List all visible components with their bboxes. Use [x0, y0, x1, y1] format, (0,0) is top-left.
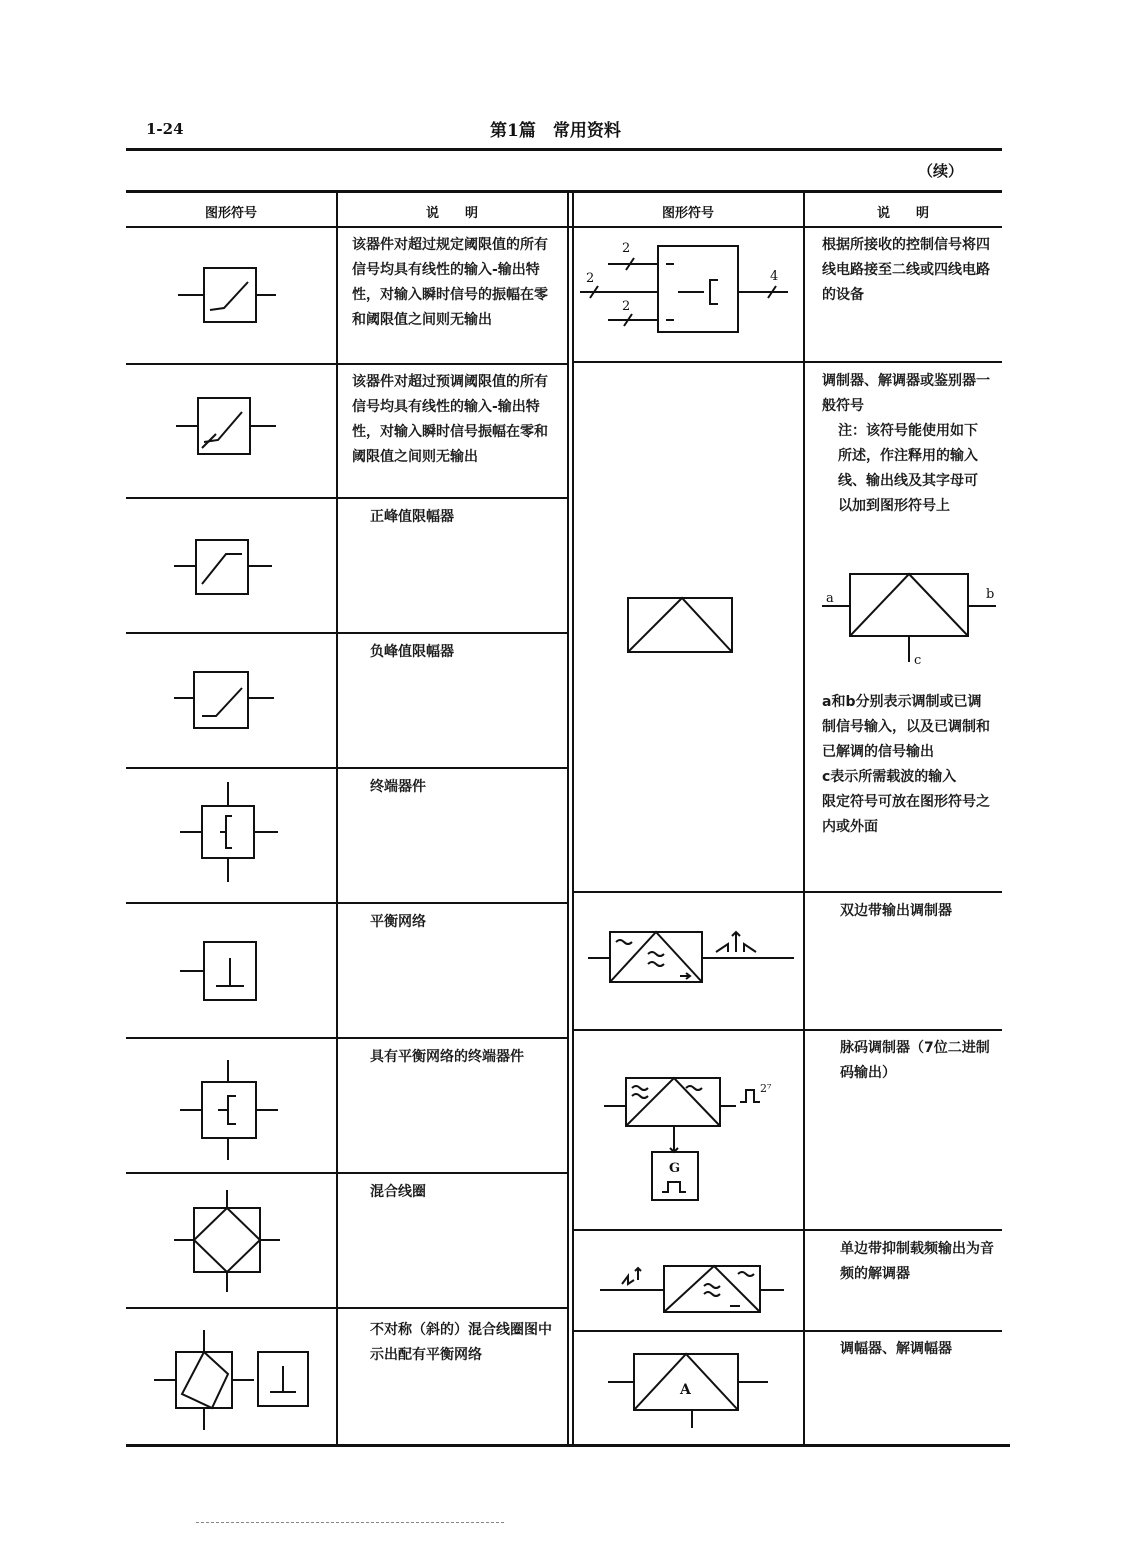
page-number: 1-24 — [146, 120, 184, 138]
right-row-sep — [574, 361, 1002, 363]
port-b-label: b — [986, 587, 995, 602]
row-desc-after: a和b分别表示调制或已调制信号输入，以及已调制和已解调的信号输出 c表示所需载波的输入 限定符号可放在图形符号之内或外面 — [822, 694, 990, 835]
right-row-sep — [574, 1330, 1002, 1332]
hybrid-coil-symbol — [172, 1188, 282, 1294]
pcm-modulator-symbol — [602, 1072, 792, 1204]
asymmetric-hybrid-coil-symbol — [150, 1328, 320, 1432]
label-4-out: 4 — [770, 269, 779, 284]
row-desc: 负峰值限幅器 — [370, 644, 454, 660]
row-desc: 混合线圈 — [370, 1184, 426, 1200]
row-desc-intro: 调制器、解调器或鉴别器一般符号 — [822, 373, 990, 414]
col-divider-3 — [572, 192, 574, 1444]
generator-label: G — [669, 1161, 681, 1176]
left-row-sep — [126, 902, 567, 904]
am-modulator-symbol — [604, 1348, 774, 1430]
table-header-rule — [126, 226, 1002, 228]
row-desc: 该器件对超过规定阈限值的所有信号均具有线性的输入-输出特性，对输入瞬时信号的振幅在零和阈限值之间则无输出 — [352, 237, 548, 328]
row-desc: 正峰值限幅器 — [370, 509, 454, 525]
bits-label: 2⁷ — [760, 1082, 772, 1095]
header-desc-right: 说 明 — [876, 206, 929, 221]
row-desc: 终端器件 — [370, 779, 426, 795]
label-2-bottom: 2 — [622, 299, 631, 314]
table-top-rule — [126, 190, 1002, 193]
modulator-general-symbol — [626, 596, 736, 654]
terminating-device-symbol — [176, 780, 280, 884]
header-symbol-left: 图形符号 — [204, 206, 257, 221]
modulator-ports-example — [818, 572, 1002, 672]
row-desc: 具有平衡网络的终端器件 — [370, 1049, 524, 1065]
left-row-sep — [126, 1172, 567, 1174]
label-2-left: 2 — [586, 271, 595, 286]
footer-rule — [196, 1522, 504, 1523]
running-title: 第1篇 常用资料 — [490, 121, 621, 141]
left-row-sep — [126, 1307, 567, 1309]
ssb-demodulator-symbol — [598, 1260, 788, 1316]
left-row-sep — [126, 363, 567, 365]
col-divider-4 — [803, 192, 805, 1444]
row-note: 注：该符号能使用如下所述，作注释用的输入线、输出线及其字母可以加到图形符号上 — [838, 423, 978, 514]
threshold-device-symbol — [170, 260, 280, 330]
port-a-label: a — [826, 591, 834, 606]
terminating-with-balancing-network-symbol — [176, 1058, 280, 1162]
header-rule — [126, 148, 1002, 151]
port-c-label: c — [914, 653, 922, 668]
left-row-sep — [126, 497, 567, 499]
preset-threshold-device-symbol — [170, 390, 280, 465]
left-row-sep — [126, 1037, 567, 1039]
col-divider-2 — [567, 192, 569, 1444]
row-desc: 双边带输出调制器 — [840, 903, 952, 919]
right-row-sep — [574, 1029, 1002, 1031]
table-bottom-rule — [126, 1444, 1010, 1447]
positive-peak-limiter-symbol — [170, 534, 280, 604]
amplitude-label: A — [680, 1382, 691, 1398]
row-desc: 调幅器、解调幅器 — [840, 1341, 952, 1357]
col-divider-1 — [336, 192, 338, 1444]
row-desc: 脉码调制器（7位二进制码输出） — [840, 1040, 990, 1081]
line-switching-device-symbol — [578, 236, 792, 340]
row-desc: 该器件对超过预调阈限值的所有信号均具有线性的输入-输出特性，对输入瞬时信号振幅在零和阈限值之间则无输出 — [352, 374, 548, 465]
row-desc: 不对称（斜的）混合线圈图中示出配有平衡网络 — [370, 1322, 552, 1363]
dsb-modulator-symbol — [586, 924, 796, 986]
negative-peak-limiter-symbol — [172, 668, 282, 738]
row-desc: 平衡网络 — [370, 914, 426, 930]
balancing-network-symbol — [176, 940, 280, 1004]
left-row-sep — [126, 767, 567, 769]
header-desc-left: 说 明 — [425, 206, 478, 221]
row-desc: 根据所接收的控制信号将四线电路接至二线或四线电路的设备 — [822, 237, 990, 303]
continued-label: （续） — [918, 162, 964, 180]
right-row-sep — [574, 891, 1002, 893]
row-desc: 单边带抑制载频输出为音频的解调器 — [840, 1241, 994, 1282]
right-row-sep — [574, 1229, 1002, 1231]
label-2-top: 2 — [622, 241, 631, 256]
header-symbol-right: 图形符号 — [661, 206, 714, 221]
left-row-sep — [126, 632, 567, 634]
